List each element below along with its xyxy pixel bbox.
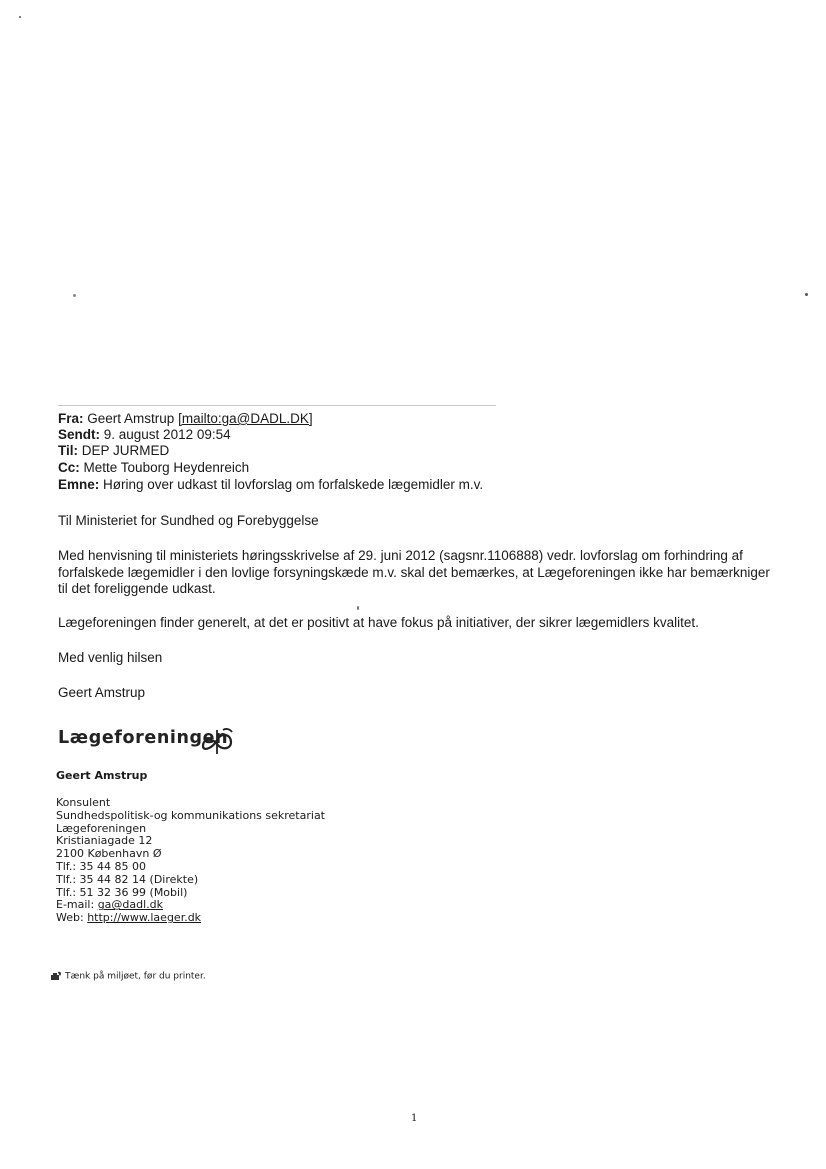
cc-line (58, 460, 249, 477)
serpent-logo-icon (199, 726, 237, 756)
subject-label: Emne: (58, 477, 100, 492)
email-label: E-mail: (56, 898, 95, 912)
salutation: Til Ministeriet for Sundhed og Forebyggelse (58, 513, 319, 528)
to-value: DEP JURMED (81, 443, 170, 458)
page-number: 1 (411, 1113, 418, 1124)
body-paragraph-1: Med henvisning til ministeriets høringsskrivelse af 29. juni 2012 (sagsnr.1106888) vedr. lovforslag om forhindring af forfalskede lægemidler i den lovlige forsyningskæde m.v. skal det bemærkes, at Lægeforeningen ikke har bemærkniger til det foreliggende udkast. (58, 548, 770, 596)
scan-speck (19, 16, 21, 18)
web-link[interactable]: http://www.laeger.dk (87, 911, 202, 925)
from-label: Fra: (58, 411, 84, 426)
signature-phone-mobile: Tlf.: 51 32 36 99 (Mobil) (56, 885, 188, 899)
web-label: Web: (56, 911, 84, 925)
sent-value: 9. august 2012 09:54 (103, 427, 231, 442)
eco-note (50, 971, 206, 982)
from-name: Geert Amstrup (87, 411, 175, 426)
signature-name: Geert Amstrup (56, 769, 148, 782)
logo-text: Lægeforeningen (58, 728, 229, 748)
email-link[interactable]: ga@dadl.dk (97, 898, 164, 912)
from-line (58, 411, 313, 428)
subject-value: Høring over udkast til lovforslag om forfalskede lægemidler m.v. (103, 477, 484, 492)
to-label: Til: (58, 443, 78, 458)
email-header-divider (58, 405, 496, 406)
signature-title: Konsulent (56, 796, 111, 809)
signature-contact-block (56, 797, 325, 925)
signature-phone: Tlf.: 35 44 85 00 (56, 859, 147, 873)
eco-note-text: Tænk på miljøet, før du printer. (65, 971, 206, 982)
closing: Med venlig hilsen (58, 650, 163, 665)
scan-speck (357, 606, 359, 610)
printer-leaf-icon (50, 971, 62, 981)
sent-line (58, 427, 231, 444)
body-paragraph-2: Lægeforeningen finder generelt, at det er positivt at have fokus på initiativer, der sikrer lægemidlers kvalitet. (58, 615, 699, 630)
signature-street: Kristianiagade 12 (56, 834, 153, 848)
signature-organization: Lægeforeningen (56, 821, 147, 835)
sender-name: Geert Amstrup (58, 685, 146, 700)
cc-label: Cc: (58, 460, 80, 475)
sent-label: Sendt: (58, 427, 100, 442)
cc-value: Mette Touborg Heydenreich (83, 460, 250, 475)
scan-speck (805, 293, 808, 296)
signature-phone-direct: Tlf.: 35 44 82 14 (Direkte) (56, 872, 199, 886)
to-line (58, 443, 169, 460)
signature-web-line (56, 912, 325, 925)
subject-line (58, 477, 483, 494)
scan-speck (73, 294, 76, 297)
signature-department: Sundhedspolitisk-og kommunikations sekretariat (56, 808, 325, 822)
from-mailto-link[interactable]: [mailto:ga@DADL.DK] (178, 411, 313, 426)
signature-city: 2100 København Ø (56, 847, 162, 861)
